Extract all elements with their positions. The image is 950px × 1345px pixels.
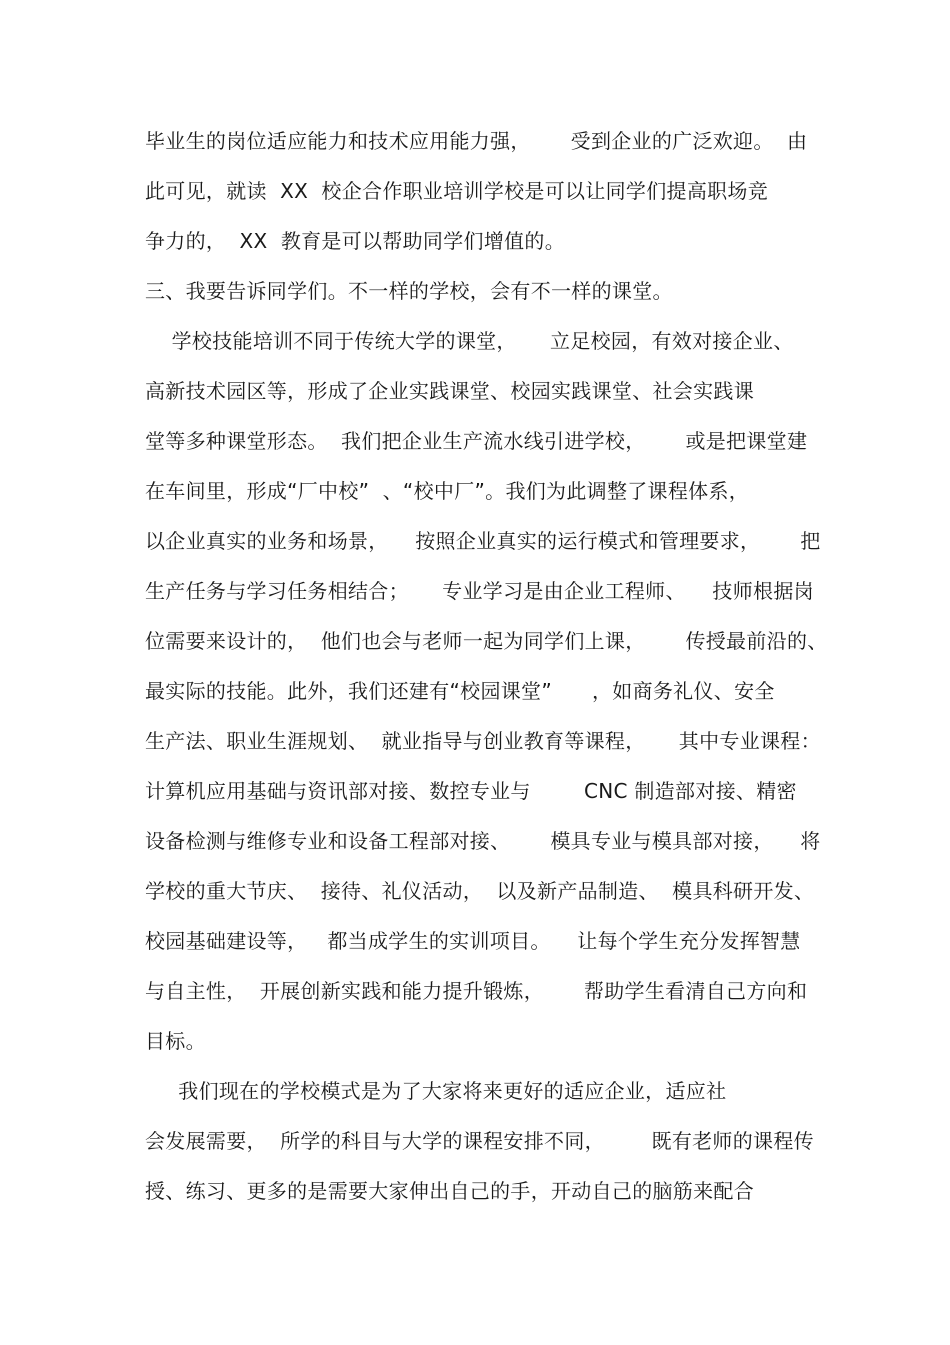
text-line: 最实际的技能。此外，我们还建有“校园课堂” ，如商务礼仪、安全 — [145, 679, 775, 703]
text-line: 生产法、职业生涯规划、 就业指导与创业教育等课程， 其中专业课程： — [145, 729, 821, 753]
text-line: 堂等多种课堂形态。 我们把企业生产流水线引进学校， 或是把课堂建 — [145, 429, 808, 453]
text-line: 学校技能培训不同于传统大学的课堂， 立足校园，有效对接企业、 — [145, 329, 794, 353]
text-line: 校园基础建设等， 都当成学生的实训项目。 让每个学生充分发挥智慧 — [145, 929, 801, 953]
text-line: 学校的重大节庆、 接待、礼仪活动， 以及新产品制造、 模具科研开发、 — [145, 879, 815, 903]
section-heading: 三、我要告诉同学们。不一样的学校，会有不一样的课堂。 — [145, 279, 673, 303]
text-line: 授、练习、更多的是需要大家伸出自己的手，开动自己的脑筋来配合 — [145, 1179, 754, 1203]
text-line: 位需要来设计的， 他们也会与老师一起为同学们上课， 传授最前沿的、 — [145, 629, 828, 653]
text-line: 高新技术园区等，形成了企业实践课堂、校园实践课堂、社会实践课 — [145, 379, 754, 403]
text-line: 争力的， XX 教育是可以帮助同学们增值的。 — [145, 229, 566, 253]
text-line: 生产任务与学习任务相结合； 专业学习是由企业工程师、 技师根据岗 — [145, 579, 814, 603]
text-line: 目标。 — [145, 1029, 206, 1053]
text-line: 在车间里，形成“厂中校” 、“校中厂”。我们为此调整了课程体系， — [145, 479, 750, 503]
text-line: 会发展需要， 所学的科目与大学的课程安排不同， 既有老师的课程传 — [145, 1129, 814, 1153]
text-line: 此可见，就读 XX 校企合作职业培训学校是可以让同学们提高职场竞 — [145, 179, 769, 203]
text-line: 毕业生的岗位适应能力和技术应用能力强， 受到企业的广泛欢迎。 由 — [145, 129, 808, 153]
text-line: 我们现在的学校模式是为了大家将来更好的适应企业，适应社 — [145, 1079, 727, 1103]
text-line: 与自主性， 开展创新实践和能力提升锻炼， 帮助学生看清自己方向和 — [145, 979, 808, 1003]
text-line: 以企业真实的业务和场景， 按照企业真实的运行模式和管理要求， 把 — [145, 529, 821, 553]
text-line: 计算机应用基础与资讯部对接、数控专业与 CNC 制造部对接、精密 — [145, 779, 797, 803]
text-line: 设备检测与维修专业和设备工程部对接、 模具专业与模具部对接， 将 — [145, 829, 821, 853]
